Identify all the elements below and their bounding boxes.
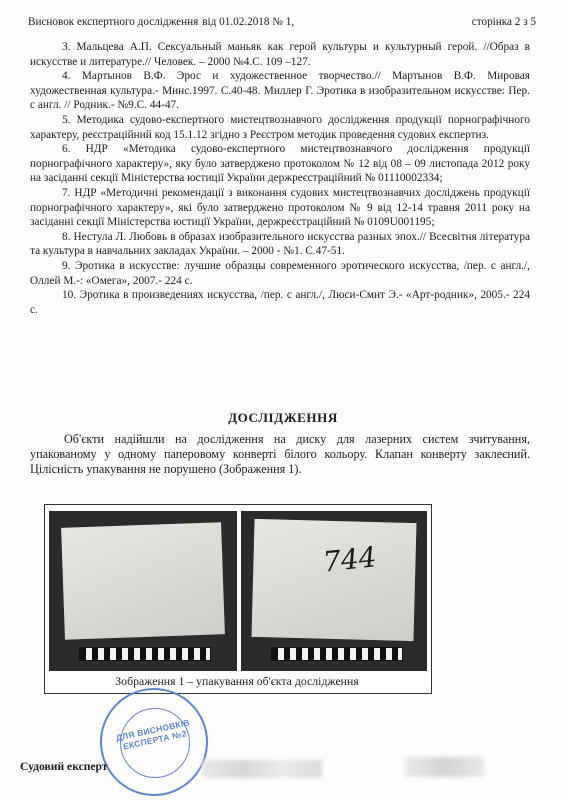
handwritten-number: 744 [321,540,379,579]
official-stamp [100,688,208,796]
reference-item: 10. Эротика в произведениях искусства, /пер. с англ./, Люси-Смит Э.- «Арт-родник», 2005.- 224 с. [30,289,530,316]
reference-item: 6. НДР «Методика судово-експертного мистецтвознавчого дослідження продукції порнографічного характеру», яку було затверджено протоколом № 12 від 08 – 09 листопада 2012 року на засіданні секції Міністерства юстиції України держреєстраційний № 01110002334; [30,143,530,185]
header-page-number: сторінка 2 з 5 [471,16,536,28]
envelope-image [61,522,225,640]
envelope-photo-front [49,511,237,671]
page-header [28,16,536,28]
stamp-center-text: ДЛЯ ВИСНОВКІВ ЕКСПЕРТА №2 [114,717,191,752]
photo-caption: Зображення 1 – упакування об'єкта дослідження [115,674,359,688]
envelope-image [251,519,416,641]
header-date: від 01.02.2018 № 1, [202,16,295,28]
envelope-photo-back [241,511,427,671]
section-title: ДОСЛІДЖЕННЯ [228,410,338,425]
reference-item: 8. Нестула Л. Любовь в образах изобразительного искусства разных эпох.// Всесвітня література та культура в навчальних закладах України. – 2000 - №1. С.47-51. [30,230,530,258]
redacted-signature [202,760,322,778]
redacted-name [404,757,484,777]
body-paragraph: Об'єкти надійшли на дослідження на диску для лазерних систем зчитування, упакованому у одному паперовому конверті білого кольору. Клапан конверту заклеєний. Цілісність упакування не порушено (Зображення 1). [30,432,530,476]
reference-item: 5. Методика судово-експертного мистецтвознавчого дослідження продукції порнографічного характеру, реєстраційний код 15.1.12 згідно з Реєстром методик проведення судових експертиз. [30,113,530,141]
measurement-scale [271,647,403,661]
header-left: Висновок експертного дослідження від 01.02.2018 № 1, [28,16,295,28]
references-list [30,40,530,317]
measurement-scale [79,647,211,661]
reference-item: 9. Эротика в искусстве: лучшие образцы современного эротического искусства, /пер. с англ./, Оллей М.-: «Омега», 2007.- 224 с. [30,259,530,287]
photo-figure [44,504,432,694]
reference-item: 7. НДР «Методичні рекомендації з виконання судових мистецтвознавчих досліджень продукції порнографічного характеру», які було затверджено протоколом № 9 від 12-14 травня 2011 року на засіданні секції Міністерства юстиції України, держреєстраційний № 0109U001195; [30,186,530,229]
reference-item: 3. Мальцева А.П. Сексуальный маньяк как герой культуры и культурный герой. //Образ в искусстве и литературе.// Человек. – 2000 №4.С. 109 –127. [30,41,530,68]
signature-label: Судовий експерт [20,760,108,773]
reference-item: 4. Мартынов В.Ф. Эрос и художественное творчество.// Мартынов В.Ф. Мировая художественная культура.- Минс.1997. С.40-48. Миллер Г. Эротика в изобразительном искусстве: Пер. с англ. // Родник.- №9.С. 44-47. [30,70,530,112]
